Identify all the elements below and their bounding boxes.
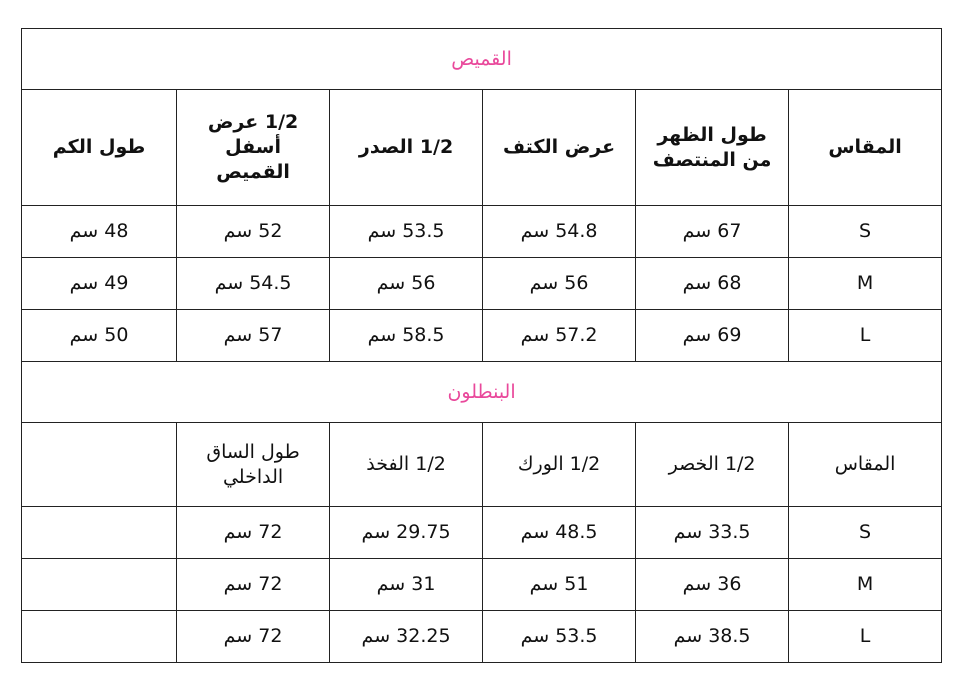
size-cell: S [789, 507, 942, 559]
size-chart-table [21, 28, 942, 663]
pants-title-row [22, 362, 942, 423]
value-cell: 50 سم [22, 310, 177, 362]
header-empty [22, 423, 177, 507]
value-cell: 67 سم [636, 206, 789, 258]
value-cell: 31 سم [330, 559, 483, 611]
size-cell: S [789, 206, 942, 258]
shirt-title-row [22, 29, 942, 90]
value-cell: 29.75 سم [330, 507, 483, 559]
header-inseam-length: طول الساق الداخلي [177, 423, 330, 507]
table-row [22, 559, 942, 611]
header-half-waist: 1/2 الخصر [636, 423, 789, 507]
header-half-chest: 1/2 الصدر [330, 90, 483, 206]
size-cell: M [789, 258, 942, 310]
value-cell: 72 سم [177, 559, 330, 611]
value-cell: 56 سم [483, 258, 636, 310]
value-cell: 33.5 سم [636, 507, 789, 559]
value-cell: 32.25 سم [330, 611, 483, 663]
value-cell: 58.5 سم [330, 310, 483, 362]
value-cell: 68 سم [636, 258, 789, 310]
header-size: المقاس [789, 90, 942, 206]
value-cell: 48.5 سم [483, 507, 636, 559]
value-cell [22, 507, 177, 559]
pants-header-row [22, 423, 942, 507]
value-cell: 54.8 سم [483, 206, 636, 258]
header-half-thigh: 1/2 الفخذ [330, 423, 483, 507]
table-row [22, 611, 942, 663]
pants-section-title: البنطلون [22, 362, 942, 423]
value-cell: 36 سم [636, 559, 789, 611]
value-cell: 72 سم [177, 507, 330, 559]
header-size: المقاس [789, 423, 942, 507]
header-half-hip: 1/2 الورك [483, 423, 636, 507]
size-cell: M [789, 559, 942, 611]
header-back-length: طول الظهر من المنتصف [636, 90, 789, 206]
table-row [22, 507, 942, 559]
value-cell: 51 سم [483, 559, 636, 611]
value-cell: 52 سم [177, 206, 330, 258]
value-cell: 56 سم [330, 258, 483, 310]
value-cell: 48 سم [22, 206, 177, 258]
value-cell: 53.5 سم [483, 611, 636, 663]
value-cell: 54.5 سم [177, 258, 330, 310]
value-cell: 57.2 سم [483, 310, 636, 362]
table-row [22, 258, 942, 310]
value-cell: 53.5 سم [330, 206, 483, 258]
shirt-section-title: القميص [22, 29, 942, 90]
size-cell: L [789, 611, 942, 663]
value-cell [22, 611, 177, 663]
shirt-header-row [22, 90, 942, 206]
value-cell: 49 سم [22, 258, 177, 310]
header-half-hem-width: 1/2 عرض أسفل القميص [177, 90, 330, 206]
table-row [22, 310, 942, 362]
size-cell: L [789, 310, 942, 362]
value-cell: 38.5 سم [636, 611, 789, 663]
header-sleeve-length: طول الكم [22, 90, 177, 206]
table-row [22, 206, 942, 258]
value-cell [22, 559, 177, 611]
header-shoulder-width: عرض الكتف [483, 90, 636, 206]
value-cell: 57 سم [177, 310, 330, 362]
value-cell: 69 سم [636, 310, 789, 362]
value-cell: 72 سم [177, 611, 330, 663]
